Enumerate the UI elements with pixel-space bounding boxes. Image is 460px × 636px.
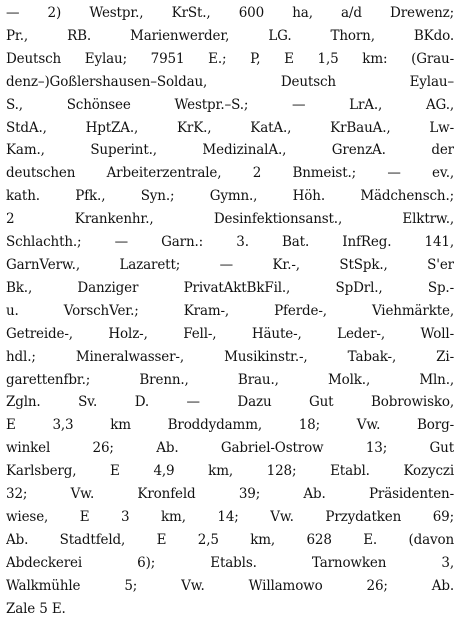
entry-line-22: 32; Vw. Kronfeld 39; Ab. Präsidenten- xyxy=(6,486,454,503)
gazetteer-entry xyxy=(6,2,454,620)
entry-line-27: Zale 5 E. xyxy=(6,600,66,617)
entry-line-1: — 2) Westpr., KrSt., 600 ha, a/d Drewenz; xyxy=(6,5,454,21)
entry-line-5: S., Schönsee Westpr.–S.; — LrA., AG., xyxy=(6,96,454,113)
entry-line-9: kath. Pfk., Syn.; Gymn., Höh. Mädchensch.; xyxy=(6,188,454,205)
entry-line-15: Getreide-, Holz-, Fell-, Häute-, Leder-, Woll- xyxy=(6,325,454,342)
entry-line-21: Karlsberg, E 4,9 km, 128; Etabl. Kozyczi xyxy=(6,463,454,480)
entry-line-2: Pr., RB. Marienwerder, LG. Thorn, BKdo. xyxy=(6,27,454,44)
entry-line-19: E 3,3 km Broddydamm, 18; Vw. Borg- xyxy=(6,417,454,434)
entry-line-11: Schlachth.; — Garn.: 3. Bat. InfReg. 141, xyxy=(6,234,454,251)
entry-line-12: GarnVerw., Lazarett; — Kr.-, StSpk., S'er xyxy=(6,256,454,273)
entry-line-4: denz–)Goßlershausen–Soldau, Deutsch Eylau– xyxy=(6,73,454,90)
entry-line-24: Ab. Stadtfeld, E 2,5 km, 628 E. (davon xyxy=(6,531,454,548)
entry-line-3: Deutsch Eylau; 7951 E.; P, E 1,5 km: (Grau- xyxy=(6,50,454,67)
entry-line-23: wiese, E 3 km, 14; Vw. Przydatken 69; xyxy=(6,508,454,525)
entry-line-10: 2 Krankenhr., Desinfektionsanst., Elktrw., xyxy=(6,211,454,228)
entry-line-17: garettenfbr.; Brenn., Brau., Molk., Mln., xyxy=(6,371,454,388)
entry-line-8: deutschen Arbeiterzentrale, 2 Bnmeist.; — ev., xyxy=(6,165,454,182)
entry-line-7: Kam., Superint., MedizinalA., GrenzA. der xyxy=(6,142,454,159)
entry-line-13: Bk., Danziger PrivatAktBkFil., SpDrl., Sp.- xyxy=(6,279,454,296)
entry-line-18: Zgln. Sv. D. — Dazu Gut Bobrowisko, xyxy=(6,394,454,411)
entry-line-14: u. VorschVer.; Kram-, Pferde-, Viehmärkte, xyxy=(6,302,454,319)
entry-line-6: StdA., HptZA., KrK., KatA., KrBauA., Lw- xyxy=(6,119,454,136)
entry-line-26: Walkmühle 5; Vw. Willamowo 26; Ab. xyxy=(6,577,454,594)
entry-line-20: winkel 26; Ab. Gabriel-Ostrow 13; Gut xyxy=(6,440,454,457)
entry-line-16: hdl.; Mineralwasser-, Musikinstr.-, Tabak-, Zi- xyxy=(6,348,454,365)
entry-line-25: Abdeckerei 6); Etabls. Tarnowken 3, xyxy=(6,554,454,571)
